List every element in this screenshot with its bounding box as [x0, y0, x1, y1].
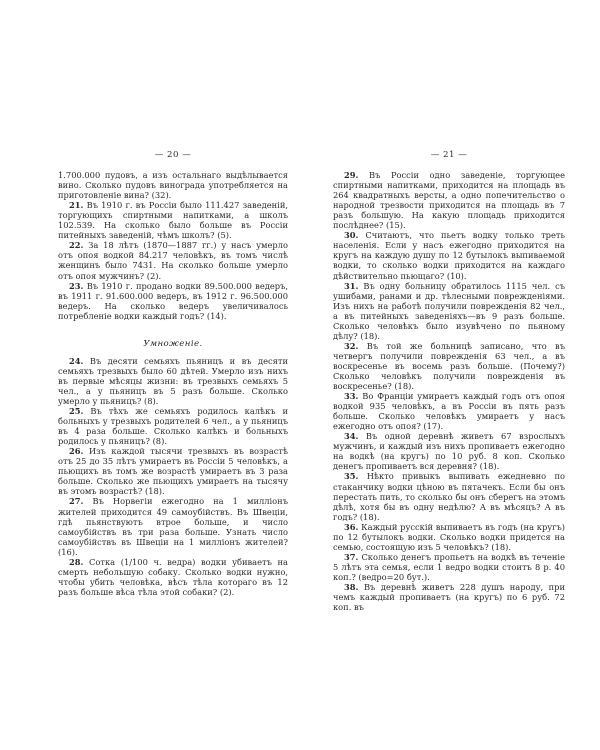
problem-paragraph	[333, 230, 565, 280]
problem-text: Въ тѣхъ же семьяхъ родилось калѣкъ и больныхъ у трезвыхъ родителей 6 чел., а у пьяницъ въ 4 раза больше. Сколько калѣкъ и больныхъ родилось у пьяницъ? (8).	[58, 406, 288, 447]
problem-paragraph	[58, 446, 288, 496]
problem-paragraph	[333, 281, 565, 341]
problem-number: 31.	[344, 280, 359, 291]
problem-text: Сколько денегъ пропьетъ на водкѣ въ теченіе 5 лѣтъ эта семья, если 1 ведро водки стоитъ 8 р. 40 коп.? (ведро=20 бут.).	[333, 551, 566, 582]
problem-text: Нѣкто привыкъ выпивать ежедневно по стаканчику водки цѣною въ пятачекъ. Если бы онъ перестать пить, то сколько бы онъ сберегъ на этомъ дѣлѣ, хотя бы въ одну недѣлю? А въ мѣсяцъ? А въ годъ? (18).	[333, 471, 566, 522]
problem-number: 26.	[69, 446, 84, 457]
problem-text: Сотка (1/100 ч. ведра) водки убиваетъ на смерть небольшую собаку. Сколько водки нужно, чтобы убить человѣка, вѣсъ тѣла котораго въ 12 разъ больше вѣса тѣла этой собаки? (2).	[58, 556, 288, 597]
problem-number: 38.	[344, 581, 359, 592]
problem-paragraph	[333, 391, 565, 431]
problem-number: 27.	[69, 496, 84, 507]
problem-text: Въ 1910 г. продано водки 89.500.000 ведеръ, въ 1911 г. 91.600.000 ведеръ, въ 1912 г. 96.500.000 ведеръ. На сколько ведеръ увеличивалось потребленіе водки каждый годъ? (14).	[58, 280, 288, 321]
problem-paragraph	[58, 240, 288, 280]
problem-paragraph	[333, 582, 565, 612]
problem-number: 29.	[344, 170, 359, 181]
problem-paragraph	[58, 406, 288, 446]
problem-paragraph	[333, 341, 565, 391]
problem-paragraph	[333, 431, 565, 471]
problem-paragraph	[333, 552, 565, 582]
problem-number: 37.	[344, 551, 359, 562]
problem-text: Считаютъ, что пьетъ водку только треть населенія. Если у насъ ежегодно приходится на кругъ на каждую душу по 12 бутылокъ выпиваемой водки, то сколько водки приходится на каждаго дѣйствительно пьющаго? (10).	[333, 230, 565, 281]
problem-text: Во Франціи умираетъ каждый годъ отъ опоя водкой 935 человѣкъ, а въ Россіи въ пять разъ больше. Сколько человѣкъ умираетъ у насъ ежегодно отъ опоя? (17).	[333, 391, 565, 432]
problem-number: 23.	[69, 280, 84, 291]
problem-paragraph	[58, 200, 288, 240]
right-page	[333, 150, 565, 612]
problem-number: 35.	[344, 471, 359, 482]
problem-number: 25.	[69, 406, 84, 417]
problem-paragraph	[58, 557, 288, 597]
problem-text: Въ 1910 г. въ Россіи было 111.427 заведеній, торгующихъ спиртными напитками, а школъ 102.539. На сколько было больше въ Россіи питейныхъ заведеній, чѣмъ школъ? (5).	[58, 200, 288, 241]
problem-text: Въ Россіи одно заведеніе, торгующее спиртными напитками, приходится на площадь въ 264 квадратныхъ версты, а одно попечительство о народной трезвости приходится на площадь въ 7 разъ большую. На какую площадь приходится послѣднее? (15).	[333, 170, 565, 231]
problem-number: 21.	[69, 200, 84, 211]
problem-number: 36.	[344, 521, 359, 532]
problem-text: Въ одну больницу обратилось 1115 чел. съ ушибами, ранами и др. тѣлесными поврежденіями. Изъ нихъ на работѣ получили поврежденія 82 чел., а въ питейныхъ заведеніяхъ—въ 9 разъ больше. Сколько человѣкъ было изувѣчено по пьяному дѣлу? (18).	[333, 280, 566, 341]
problem-paragraph	[58, 281, 288, 321]
problem-number: 28.	[69, 556, 84, 567]
problem-number: 30.	[344, 230, 359, 241]
paragraphs-after	[58, 356, 288, 597]
problem-number: 33.	[344, 391, 359, 402]
problem-text: 1.700.000 пудовъ, а изъ остальнаго выдѣлывается вино. Сколько пудовъ винограда употребляется на приготовленіе вина? (32).	[58, 170, 288, 201]
problem-paragraph	[58, 356, 288, 406]
problem-number: 22.	[69, 240, 84, 251]
problem-text: Въ деревнѣ живетъ 228 душъ народу, при чемъ каждый пропиваетъ (на кругъ) по 6 руб. 72 коп. въ	[333, 581, 566, 613]
problem-text: Каждый русскій выпиваетъ въ годъ (на кругъ) по 12 бутылокъ водки. Сколько водки придется на семью, состоящую изъ 5 человѣкъ? (18).	[333, 521, 565, 552]
problem-text: Въ десяти семьяхъ пьяницъ и въ десяти семьяхъ трезвыхъ было 60 дѣтей. Умерло изъ нихъ въ первые мѣсяцы жизни: въ трезвыхъ семьяхъ 5 чел., а у пьяницъ въ 5 разъ больше. Сколько умерло у пьяницъ? (8).	[58, 355, 288, 406]
problem-paragraph	[333, 522, 565, 552]
problem-number: 34.	[344, 431, 359, 442]
left-page	[58, 150, 288, 597]
problem-text: Въ одной деревнѣ живетъ 67 взрослыхъ мужчинъ, и каждый изъ нихъ пропиваетъ ежегодно на водкѣ (на кругъ) по 10 руб. 8 коп. Сколько денегъ пропиваетъ вся деревня? (18).	[333, 431, 565, 472]
problem-text: Изъ каждой тысячи трезвыхъ въ возрастѣ отъ 25 до 35 лѣтъ умираетъ въ Россіи 5 человѣкъ, а пьющихъ въ томъ же возрастѣ умираетъ въ 3 раза больше. Сколько же пьющихъ умираетъ на тысячу въ этомъ возрастѣ? (18).	[58, 446, 289, 497]
paragraphs	[333, 170, 565, 612]
problem-number: 32.	[344, 340, 359, 351]
problem-paragraph	[333, 170, 565, 230]
problem-text: Въ Норвегіи ежегодно на 1 милліонъ жителей приходится 49 самоубійствъ. Въ Швеціи, гдѣ пьянствуютъ втрое больше, и число самоубійствъ въ три раза больше. Узнать число самоубійствъ въ Швеціи на 1 милліонъ жителей? (16).	[58, 496, 288, 557]
problem-paragraph	[58, 496, 288, 556]
problem-number: 24.	[69, 355, 84, 366]
problem-text: За 18 лѣтъ (1870—1887 гг.) у насъ умерло отъ опоя водкой 84.217 человѣкъ, въ томъ числѣ женщинъ было 7431. На сколько больше умерло отъ опоя мужчинъ? (2).	[58, 240, 289, 281]
section-title: Умноженіе.	[143, 338, 203, 349]
paragraphs-before	[58, 170, 288, 321]
problem-text: Въ той же больницѣ записано, что въ четвергъ получили поврежденія 63 чел., а въ воскресенье въ восемь разъ больше. (Почему?) Сколько человѣкъ получили поврежденія въ воскресенье? (18).	[333, 340, 566, 392]
page-number: — 21 —	[430, 150, 468, 160]
page-number: — 20 —	[154, 150, 192, 160]
problem-paragraph	[333, 471, 565, 521]
problem-paragraph	[58, 170, 288, 200]
